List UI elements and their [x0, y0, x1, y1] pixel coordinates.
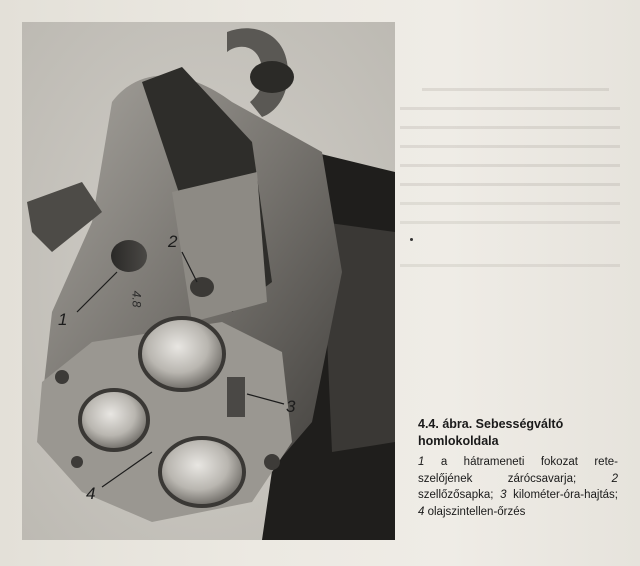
casting-marking: 4.8 — [129, 290, 144, 308]
callout-2: 2 — [168, 232, 178, 251]
caption-item-text: szellőzősapka; — [418, 489, 501, 501]
callout-4: 4 — [86, 484, 96, 503]
caption-item-num: 3 — [500, 489, 507, 501]
stray-dot — [410, 238, 413, 241]
show-through-text — [400, 80, 620, 283]
callout-3: 3 — [286, 397, 296, 416]
caption-item-num: 4 — [418, 505, 425, 518]
caption-item-text: a hátrameneti fokozat rete-szelőjének zárócsavarja; — [418, 456, 618, 485]
transmission-illustration — [22, 22, 395, 540]
callout-1: 1 — [58, 310, 68, 329]
caption-item-text: kilométer-óra-hajtás; — [506, 489, 619, 501]
caption-title-line1: 4.4. ábra. Sebességváltó — [418, 417, 564, 431]
figure-caption — [418, 416, 618, 520]
caption-item-num: 2 — [611, 472, 618, 485]
caption-item-text: olajszintellen-őrzés — [424, 505, 526, 518]
caption-body — [418, 454, 618, 520]
caption-title — [418, 416, 618, 450]
transmission-photo — [22, 22, 395, 540]
caption-title-line2: homlokoldala — [418, 434, 499, 448]
caption-item-num: 1 — [418, 456, 425, 468]
